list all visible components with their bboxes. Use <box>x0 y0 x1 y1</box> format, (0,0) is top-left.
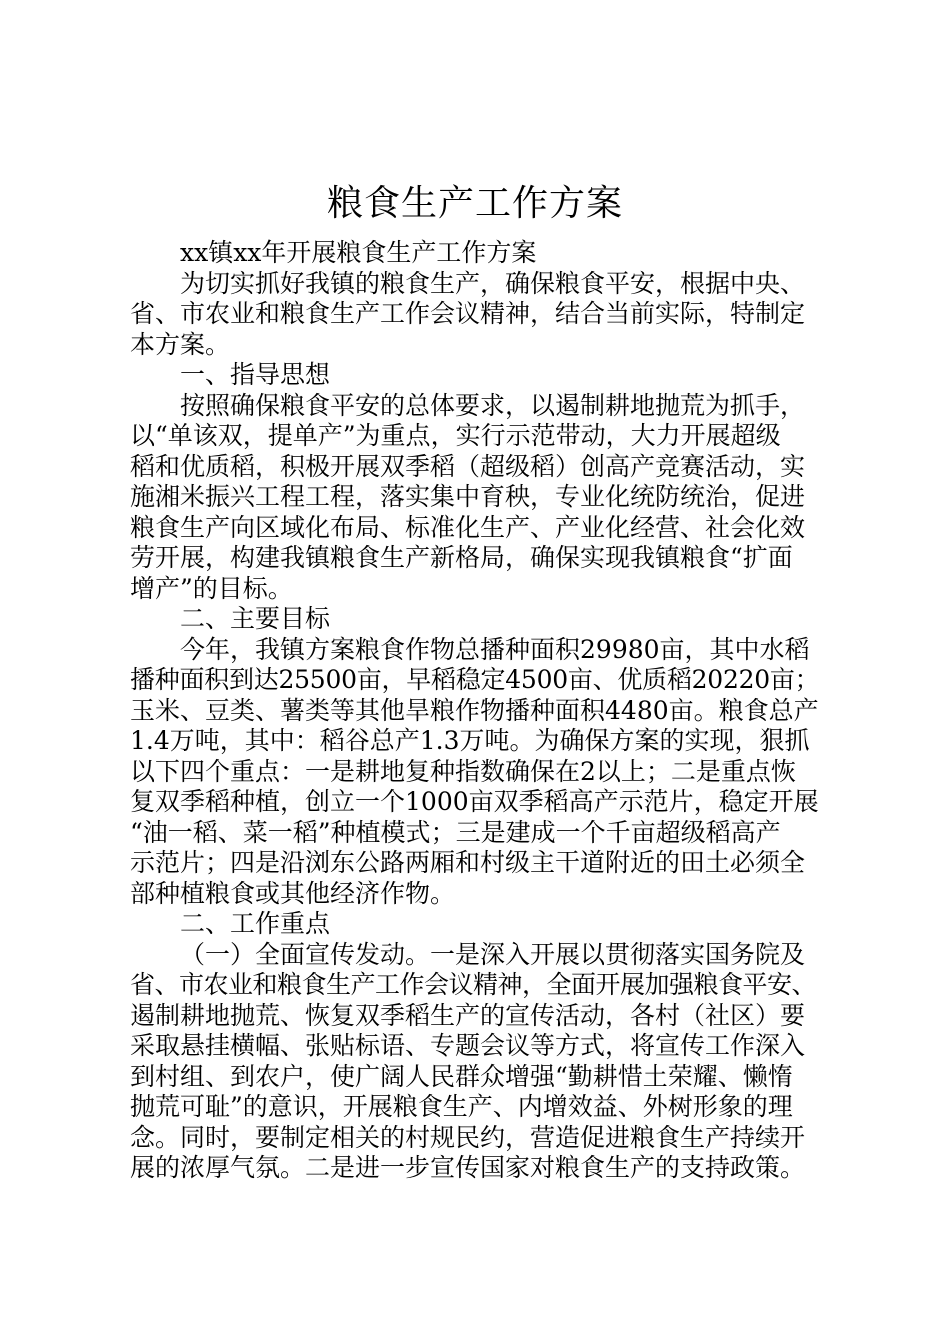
document-body <box>130 238 820 1184</box>
section-heading: 二、工作重点 <box>180 909 331 938</box>
paragraph-line: 以“单该双，提单产”为重点，实行示范带动，大力开展超级 <box>130 421 781 450</box>
paragraph-line: 念。同时，要制定相关的村规民约，营造促进粮食生产持续开 <box>130 1122 806 1152</box>
paragraph-line: 今年，我镇方案粮食作物总播种面积29980亩，其中水稻 <box>180 634 810 664</box>
paragraph-line: 稻和优质稻，积极开展双季稻（超级稻）创高产竞赛活动，实 <box>130 451 806 481</box>
paragraph-line: 劳开展，构建我镇粮食生产新格局，确保实现我镇粮食“扩面 <box>130 543 793 572</box>
section-heading: 一、指导思想 <box>180 360 331 389</box>
paragraph-line: 省、市农业和粮食生产工作会议精神，结合当前实际，特制定 <box>130 299 806 328</box>
paragraph-line: 部种植粮食或其他经济作物。 <box>130 878 456 908</box>
paragraph-line: 遏制耕地抛荒、恢复双季稻生产的宣传活动，各村（社区）要 <box>130 1000 806 1030</box>
paragraph-line: 采取悬挂横幅、张贴标语、专题会议等方式，将宣传工作深入 <box>130 1031 806 1060</box>
paragraph-line: 玉米、豆类、薯类等其他旱粮作物播种面积4480亩。粮食总产 <box>130 695 819 725</box>
paragraph-line: 到村组、到农户，使广阔人民群众增强“勤耕惜土荣耀、懒惰 <box>130 1061 793 1091</box>
paragraph-line: 复双季稻种植，创立一个1000亩双季稻高产示范片，稳定开展 <box>130 787 819 816</box>
paragraph-line: 展的浓厚气氛。二是进一步宣传国家对粮食生产的支持政策。 <box>130 1153 806 1182</box>
paragraph-line: 播种面积到达25500亩，早稻稳定4500亩、优质稻20220亩； <box>130 665 820 694</box>
document-title: 粮食生产工作方案 <box>326 183 623 224</box>
paragraph-line: 示范片；四是沿浏东公路两厢和村级主干道附近的田土必须全 <box>130 848 806 877</box>
paragraph-line: 为切实抓好我镇的粮食生产，确保粮食平安，根据中央、 <box>180 268 806 298</box>
paragraph-line: （一）全面宣传发动。一是深入开展以贯彻落实国务院及 <box>180 939 806 969</box>
paragraph-line: 按照确保粮食平安的总体要求，以遏制耕地抛荒为抓手， <box>180 390 806 420</box>
paragraph-line: 粮食生产向区域化布局、标准化生产、产业化经营、社会化效 <box>130 512 806 542</box>
paragraph-line: “油一稻、菜一稻”种植模式；三是建成一个千亩超级稻高产 <box>130 817 781 847</box>
paragraph-line: 本方案。 <box>130 329 231 359</box>
subtitle-line: xx镇xx年开展粮食生产工作方案 <box>180 238 537 267</box>
paragraph-line: 抛荒可耻”的意识，开展粮食生产、内增效益、外树形象的理 <box>130 1092 793 1121</box>
section-heading: 二、主要目标 <box>180 604 331 633</box>
paragraph-line: 施湘米振兴工程工程，落实集中育秧，专业化统防统治，促进 <box>130 482 806 511</box>
paragraph-line: 省、市农业和粮食生产工作会议精神，全面开展加强粮食平安、 <box>130 970 817 999</box>
paragraph-line: 以下四个重点：一是耕地复种指数确保在2以上；二是重点恢 <box>130 756 796 786</box>
paragraph-line: 增产”的目标。 <box>130 573 293 603</box>
paragraph-line: 1.4万吨，其中：稻谷总产1.3万吨。为确保方案的实现，狠抓 <box>130 726 810 755</box>
